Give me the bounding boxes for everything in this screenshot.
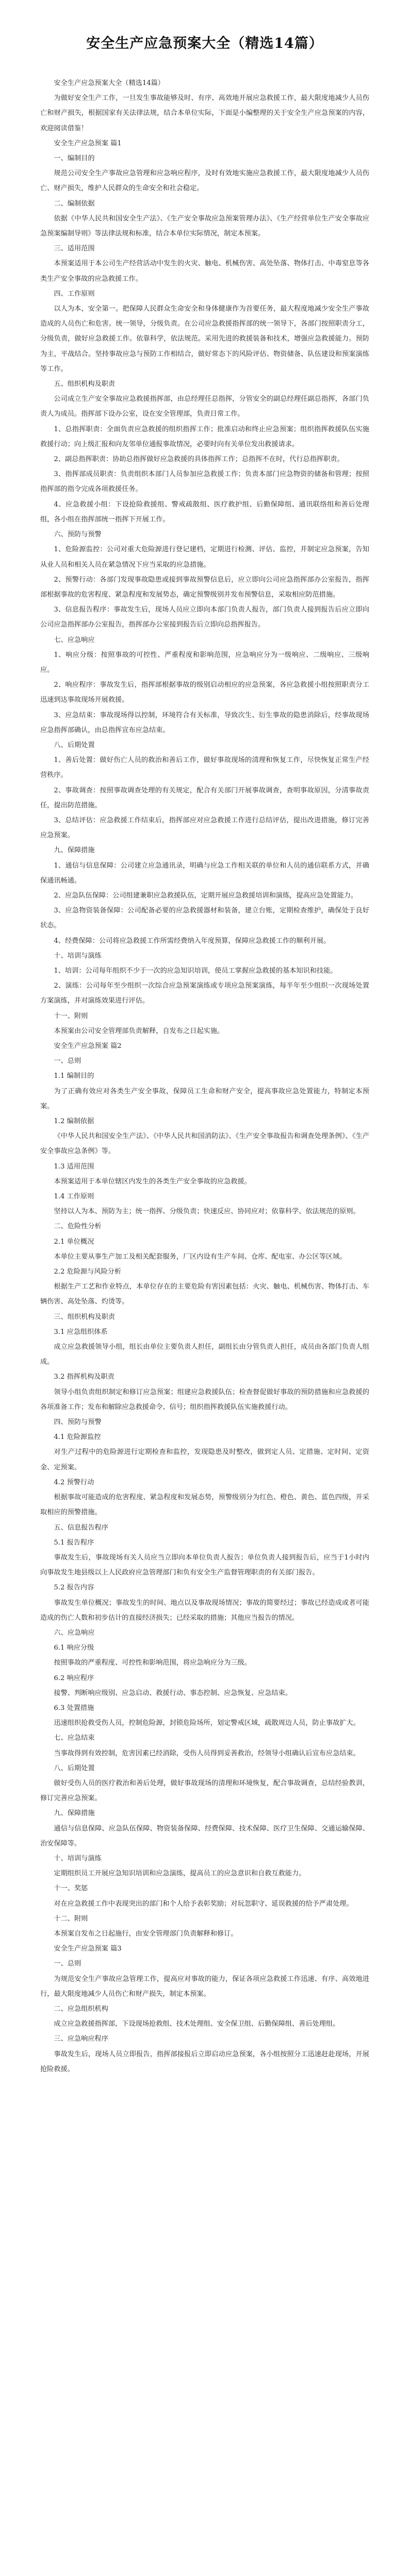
paragraph: 4.2 预警行动 xyxy=(54,1478,94,1486)
paragraph: 五、信息报告程序 xyxy=(54,1523,108,1532)
paragraph: 七、应急结束 xyxy=(54,1734,95,1742)
paragraph: 四、工作原则 xyxy=(54,290,95,298)
paragraph: 定期组织员工开展应急知识培训和应急演练，提高员工的应急意识和自救互救能力。 xyxy=(54,1870,306,1878)
paragraph: 公司成立生产安全事故应急救援指挥部，由总经理任总指挥，分管安全的副总经理任副总指挥，各部门负责人为成员。指挥部下设办公室，设在安全管理部，负责日常工作。 xyxy=(40,395,369,418)
paragraph: 三、组织机构及职责 xyxy=(54,1313,116,1321)
paragraph: 安全生产应急预案大全（精选14篇） xyxy=(54,79,165,87)
paragraph: 本预案自发布之日起施行，由安全管理部门负责解释和修订。 xyxy=(54,1929,238,1938)
paragraph: 二、应急组织机构 xyxy=(54,2005,108,2013)
paragraph: 2.1 单位概况 xyxy=(54,1238,94,1246)
paragraph: 九、保障措施 xyxy=(54,846,95,855)
paragraph: 领导小组负责组织制定和修订应急预案；组建应急救援队伍；检查督促做好事故的预防措施和应急救援的各项准备工作；发布和解除应急救援命令、信号；组织指挥救援队伍实施救援行动。 xyxy=(40,1388,369,1411)
paragraph: 4.1 危险源监控 xyxy=(54,1433,101,1442)
document-page xyxy=(38,0,371,2576)
paragraph: 4、经费保障：公司将应急救援工作所需经费纳入年度预算，保障应急救援工作的顺利开展。 xyxy=(54,937,331,945)
paragraph: 1、善后处置：做好伤亡人员的救治和善后工作，做好事故现场的清理和恢复工作，尽快恢复正常生产经营秩序。 xyxy=(40,756,369,779)
paragraph: 事故发生单位概况；事故发生的时间、地点以及事故现场情况；事故的简要经过；事故已经造成或者可能造成的伤亡人数和初步估计的直接经济损失；已经采取的措施；其他应当报告的情况。 xyxy=(40,1599,369,1622)
paragraph: 6.2 响应程序 xyxy=(54,1674,94,1682)
paragraph: 以人为本，安全第一。把保障人民群众生命安全和身体健康作为首要任务，最大程度地减少安全生产事故造成的人员伤亡和危害。统一领导，分级负责。在公司应急救援指挥部的统一领导下，各部门按照职责分工，分级负责，做好应急救援工作。依靠科学，依法规范。采用先进的救援装备和技术，增强应急救援能力。预防为主，平战结合。坚持事故应急与预防工作相结合，做好常态下的风险评估、物资储备、队伍建设和预案演练等工作。 xyxy=(40,305,369,373)
paragraph: 依据《中华人民共和国安全生产法》、《生产安全事故应急预案管理办法》、《生产经营单位生产安全事故应急预案编制导则》等法律法规和标准，结合本单位实际情况，制定本预案。 xyxy=(40,214,369,238)
paragraph: 一、编制目的 xyxy=(54,155,95,163)
paragraph: 3、总结评估：应急救援工作结束后，指挥部应对应急救援工作进行总结评估，提出改进措施，修订完善应急预案。 xyxy=(40,816,369,840)
paragraph: 1、危险源监控：公司对重大危险源进行登记建档，定期进行检测、评估、监控，并制定应急预案，告知从业人员和相关人员在紧急情况下应当采取的应急措施。 xyxy=(40,546,369,569)
paragraph: 本单位主要从事生产加工及相关配套服务，厂区内设有生产车间、仓库、配电室、办公区等区域。 xyxy=(54,1252,347,1261)
paragraph: 3、指挥部成员职责：负责组织本部门人员参加应急救援工作；负责本部门应急物资的储备和管理；按照指挥部的指令完成各项救援任务。 xyxy=(40,470,369,494)
paragraph: 安全生产应急预案 篇3 xyxy=(54,1945,122,1953)
paragraph: 规范公司安全生产事故应急管理和应急响应程序，及时有效地实施应急救援工作，最大限度地减少人员伤亡、财产损失，维护人民群众的生命安全和社会稳定。 xyxy=(40,170,369,193)
paragraph: 事故发生后，现场人员立即报告，指挥部接报后立即启动应急预案，各小组按照分工迅速赶赴现场，开展抢险救援。 xyxy=(40,2050,369,2073)
paragraph: 根据生产工艺和作业特点，本单位存在的主要危险有害因素包括：火灾、触电、机械伤害、物体打击、车辆伤害、高处坠落、灼烫等。 xyxy=(40,1283,369,1306)
paragraph: 十二、附则 xyxy=(54,1914,88,1923)
paragraph: 1.4 工作原则 xyxy=(54,1193,94,1201)
paragraph: 根据事故可能造成的危害程度、紧急程度和发展态势，预警级别分为红色、橙色、黄色、蓝色四级，并采取相应的预警措施。 xyxy=(40,1494,369,1517)
paragraph: 五、组织机构及职责 xyxy=(54,380,116,388)
paragraph: 八、后期处置 xyxy=(54,1764,95,1772)
paragraph: 2、事故调查：按照事故调查处理的有关规定，配合有关部门开展事故调查，查明事故原因，分清事故责任，提出防范措施。 xyxy=(40,786,369,809)
paragraph: 3、应急结束：事故现场得以控制，环境符合有关标准，导致次生、衍生事故的隐患消除后，经事故现场应急指挥部确认，由总指挥宣布应急结束。 xyxy=(40,711,369,734)
paragraph: 十、培训与演练 xyxy=(54,952,102,960)
paragraph: 通信与信息保障、应急队伍保障、物资装备保障、经费保障、技术保障、医疗卫生保障、交通运输保障、治安保障等。 xyxy=(40,1824,369,1848)
paragraph: 十、培训与演练 xyxy=(54,1854,102,1862)
document-title: 安全生产应急预案大全（精选14篇） xyxy=(86,36,323,52)
paragraph: 十一、奖惩 xyxy=(54,1885,88,1893)
paragraph: 八、后期处置 xyxy=(54,741,95,749)
paragraph: 3、信息报告程序：事故发生后，现场人员应立即向本部门负责人报告，部门负责人接到报告后应立即向公司应急指挥部办公室报告，指挥部办公室接到报告后立即向总指挥报告。 xyxy=(40,606,369,629)
paragraph: 2、响应程序：事故发生后，指挥部根据事故的级别启动相应的应急预案，各应急救援小组按照职责分工迅速到达事故现场开展救援。 xyxy=(40,681,369,704)
paragraph: 六、预防与预警 xyxy=(54,531,102,539)
paragraph: 按照事故的严重程度、可控性和影响范围，将应急响应分为三级。 xyxy=(54,1659,251,1667)
paragraph: 1.3 适用范围 xyxy=(54,1162,94,1171)
paragraph: 十一、附则 xyxy=(54,1012,88,1020)
paragraph: 2、演练：公司每年至少组织一次综合应急预案演练或专项应急预案演练，每半年至少组织一次现场处置方案演练，并对演练效果进行评估。 xyxy=(40,982,369,1005)
document-body xyxy=(40,76,369,2077)
paragraph: 成立应急救援指挥部，下设现场抢救组、技术处理组、安全保卫组、后勤保障组、善后处理组。 xyxy=(54,2020,340,2028)
paragraph: 为规范安全生产事故应急管理工作，提高应对事故的能力，保证各项应急救援工作迅速、有序、高效地进行，最大限度地减少人员伤亡和财产损失，制定本预案。 xyxy=(40,1975,369,1998)
paragraph: 对生产过程中的危险源进行定期检查和监控，发现隐患及时整改，做到定人员、定措施、定时间、定资金、定预案。 xyxy=(40,1448,369,1471)
paragraph: 二、危险性分析 xyxy=(54,1223,102,1231)
paragraph: 1.1 编制目的 xyxy=(54,1072,94,1080)
paragraph: 迅速组织抢救受伤人员，控制危险源，封锁危险场所，划定警戒区域，疏散周边人员，防止事故扩大。 xyxy=(54,1719,360,1727)
paragraph: 1、总指挥职责：全面负责应急救援的组织指挥工作；批准启动和终止应急预案；组织指挥救援队伍实施救援行动；向上级汇报和向友邻单位通报事故情况，必要时向有关单位发出救援请求。 xyxy=(40,425,369,448)
paragraph: 6.3 处置措施 xyxy=(54,1704,94,1712)
paragraph: 5.1 报告程序 xyxy=(54,1538,94,1547)
paragraph: 安全生产应急预案 篇2 xyxy=(54,1042,122,1050)
paragraph: 2、预警行动：各部门发现事故隐患或接到事故预警信息后，应立即向公司应急指挥部办公室报告，指挥部根据事故的危害程度、紧急程度和发展势态，确定预警级别并发布预警信息，采取相应防范措施。 xyxy=(40,575,369,599)
paragraph: 6.1 响应分级 xyxy=(54,1644,94,1652)
paragraph: 本预案由公司安全管理部负责解释，自发布之日起实施。 xyxy=(54,1027,224,1035)
paragraph: 3.2 指挥机构及职责 xyxy=(54,1373,114,1381)
paragraph: 2、副总指挥职责：协助总指挥做好应急救援的具体指挥工作；总指挥不在时，代行总指挥职责。 xyxy=(54,455,344,464)
paragraph: 1、响应分级：按照事故的可控性、严重程度和影响范围，应急响应分为一级响应、二级响应、三级响应。 xyxy=(40,651,369,674)
paragraph: 1.2 编制依据 xyxy=(54,1117,94,1126)
paragraph: 六、应急响应 xyxy=(54,1629,95,1637)
paragraph: 四、预防与预警 xyxy=(54,1418,102,1427)
paragraph: 2.2 危险源与风险分析 xyxy=(54,1268,122,1276)
paragraph: 为了正确有效应对各类生产安全事故，保障员工生命和财产安全，提高事故应急处置能力，特制定本预案。 xyxy=(40,1087,369,1110)
paragraph: 3.1 应急组织体系 xyxy=(54,1328,108,1336)
paragraph: 二、编制依据 xyxy=(54,199,95,208)
paragraph: 为做好安全生产工作，一旦发生事故能够及时、有序、高效地开展应急救援工作，最大限度地减少人员伤亡和财产损失，根据国家有关法律法规，结合本单位实际，下面是小编整理的关于安全生产应急预案的内容，欢迎阅读借鉴！ xyxy=(40,94,369,132)
paragraph: 1、通信与信息保障：公司建立应急通讯录，明确与应急工作相关联的单位和人员的通信联系方式，并确保通讯畅通。 xyxy=(40,861,369,885)
paragraph: 安全生产应急预案 篇1 xyxy=(54,139,122,147)
paragraph: 三、应急响应程序 xyxy=(54,2035,108,2043)
paragraph: 3、应急物资装备保障：公司配备必要的应急救援器材和装备，建立台账，定期检查维护，确保处于良好状态。 xyxy=(40,907,369,930)
paragraph: 4、应急救援小组：下设抢险救援组、警戒疏散组、医疗救护组、后勤保障组、通讯联络组和善后处理组，各小组在指挥部统一指挥下开展工作。 xyxy=(40,500,369,523)
paragraph: 1、培训：公司每年组织不少于一次的应急知识培训，使员工掌握应急救援的基本知识和技能。 xyxy=(54,967,337,975)
paragraph: 《中华人民共和国安全生产法》、《中华人民共和国消防法》、《生产安全事故报告和调查处理条例》、《生产安全事故应急条例》等。 xyxy=(40,1132,369,1156)
paragraph: 5.2 报告内容 xyxy=(54,1584,94,1592)
paragraph: 对在应急救援工作中表现突出的部门和个人给予表彰奖励；对玩忽职守、延误救援的给予严肃处理。 xyxy=(54,1900,353,1908)
paragraph: 2、应急队伍保障：公司组建兼职应急救援队伍，定期开展应急救援培训和演练，提高应急处置能力。 xyxy=(54,891,358,900)
paragraph: 七、应急响应 xyxy=(54,636,95,644)
paragraph: 一、总则 xyxy=(54,1057,81,1065)
paragraph: 当事故得到有效控制，危害因素已经消除，受伤人员得到妥善救治，经领导小组确认后宣布应急结束。 xyxy=(54,1749,360,1757)
paragraph: 九、保障措施 xyxy=(54,1809,95,1818)
paragraph: 接警、判断响应级别、应急启动、救援行动、事态控制、应急恢复、应急结束。 xyxy=(54,1689,292,1697)
paragraph: 坚持以人为本、预防为主；统一指挥、分级负责；快速反应、协同应对；依靠科学、依法规范的原则。 xyxy=(54,1208,360,1216)
paragraph: 本预案适用于本单位辖区内发生的各类生产安全事故的应急救援。 xyxy=(54,1177,251,1185)
paragraph: 一、总则 xyxy=(54,1960,81,1968)
paragraph: 做好受伤人员的医疗救治和善后处理，做好事故现场的清理和环境恢复，配合事故调查，总结经验教训，修订完善应急预案。 xyxy=(40,1779,369,1803)
paragraph: 成立应急救援领导小组，组长由单位主要负责人担任，副组长由分管负责人担任，成员由各部门负责人组成。 xyxy=(40,1343,369,1366)
paragraph: 三、适用范围 xyxy=(54,245,95,253)
paragraph: 事故发生后，事故现场有关人员应当立即向本单位负责人报告；单位负责人接到报告后，应当于1小时内向事故发生地县级以上人民政府应急管理部门和负有安全生产监督管理职责的有关部门报告。 xyxy=(40,1553,369,1577)
paragraph: 本预案适用于本公司生产经营活动中发生的火灾、触电、机械伤害、高处坠落、物体打击、中毒窒息等各类生产安全事故的应急救援工作。 xyxy=(40,260,369,283)
